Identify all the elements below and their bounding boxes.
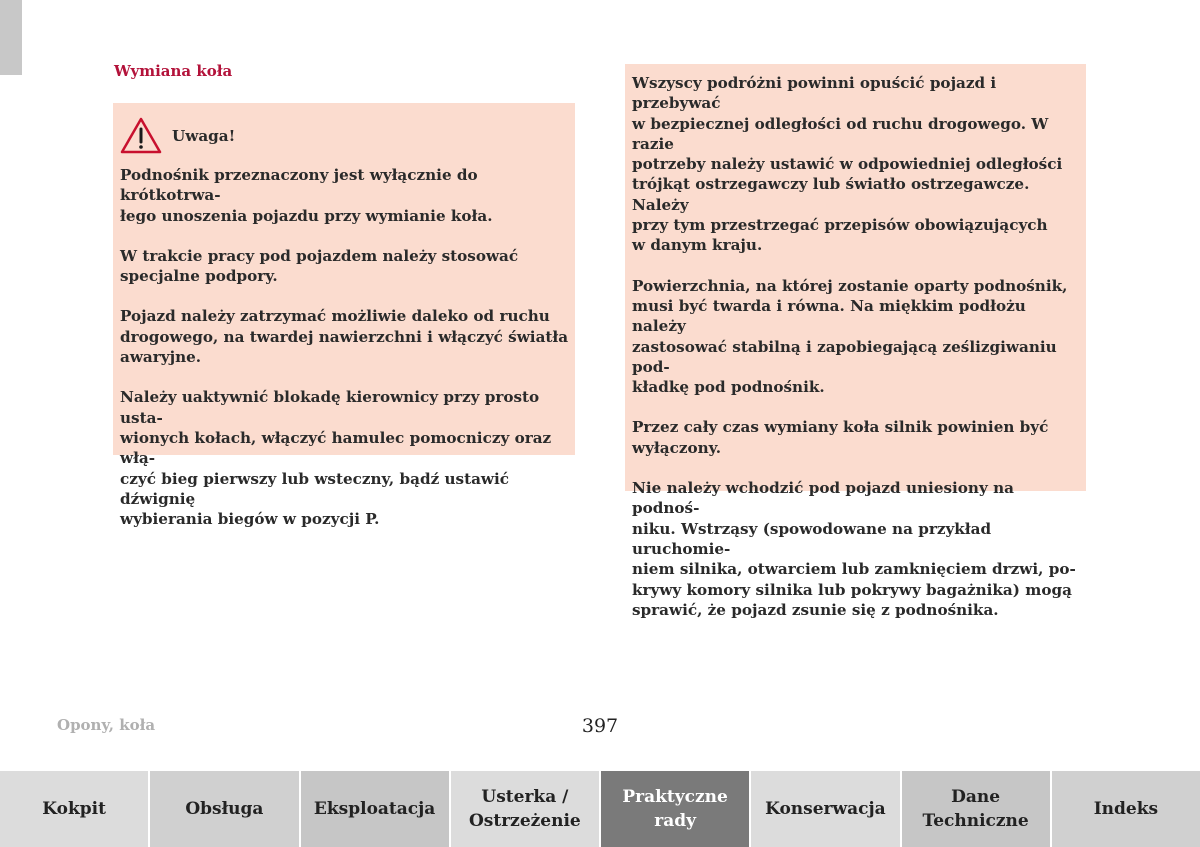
nav-tab-konserwacja[interactable]: Konserwacja	[751, 771, 901, 847]
nav-tab-indeks[interactable]: Indeks	[1052, 771, 1200, 847]
nav-tab-obsluga[interactable]: Obsługa	[150, 771, 300, 847]
warning-paragraph: Należy uaktywnić blokadę kierownicy przy prosto usta- wionych kołach, włączyć hamulec pomocniczy oraz włą- czyć bieg pierwszy lub wsteczny, bądź ustawić dźwignię wybierania biegów w pozycji P.	[120, 388, 552, 529]
warning-label: Uwaga!	[172, 127, 236, 145]
footer-section-name: Opony, koła	[57, 716, 156, 734]
warning-paragraph: W trakcie pracy pod pojazdem należy stosować specjalne podpory.	[120, 246, 519, 286]
nav-tab-dane-techniczne[interactable]: Dane Techniczne	[902, 771, 1052, 847]
warning-box	[113, 103, 575, 529]
info-paragraph: Przez cały czas wymiany koła silnik powinien być wyłączony.	[632, 418, 1049, 457]
nav-tab-eksploatacja[interactable]: Eksploatacja	[301, 771, 451, 847]
section-title: Wymiana koła	[114, 62, 233, 80]
info-paragraph: Wszyscy podróżni powinni opuścić pojazd i przebywać w bezpiecznej odległości od ruchu drogowego. W razie potrzeby należy ustawić w odpowiedniej odległości trójkąt ostrzegawczy lub światło ostrzegawcze. Należy przy tym przestrzegać przepisów obowiązujących w danym kraju.	[632, 74, 1063, 255]
warning-triangle-icon	[120, 117, 162, 155]
nav-tab-praktyczne-rady[interactable]: Praktyczne rady	[601, 771, 751, 847]
nav-tab-kokpit[interactable]: Kokpit	[0, 771, 150, 847]
info-paragraph: Powierzchnia, na której zostanie oparty podnośnik, musi być twarda i równa. Na miękkim podłożu należy zastosować stabilną i zapobiegającą ześlizgiwaniu pod- kładkę pod podnośnik.	[632, 276, 1068, 397]
warning-paragraph: Pojazd należy zatrzymać możliwie daleko od ruchu drogowego, na twardej nawierzchni i włączyć światła awaryjne.	[120, 307, 569, 367]
info-box	[625, 64, 1086, 619]
info-paragraph: Nie należy wchodzić pod pojazd uniesiony na podnoś- niku. Wstrząsy (spowodowane na przykład uruchomie- niem silnika, otwarciem lub zamknięciem drzwi, po- krywy komory silnika lub pokrywy bagażnika) mogą sprawić, że pojazd zsunie się z podnośnika.	[632, 479, 1076, 619]
warning-paragraph: Podnośnik przeznaczony jest wyłącznie do krótkotrwa- łego unoszenia pojazdu przy wymianie koła.	[120, 166, 493, 225]
page-corner-marker	[0, 0, 22, 75]
warning-header	[120, 117, 569, 155]
chapter-navigation	[0, 771, 1200, 847]
page-number: 397	[581, 715, 619, 737]
nav-tab-usterka-ostrzezenie[interactable]: Usterka / Ostrzeżenie	[451, 771, 601, 847]
